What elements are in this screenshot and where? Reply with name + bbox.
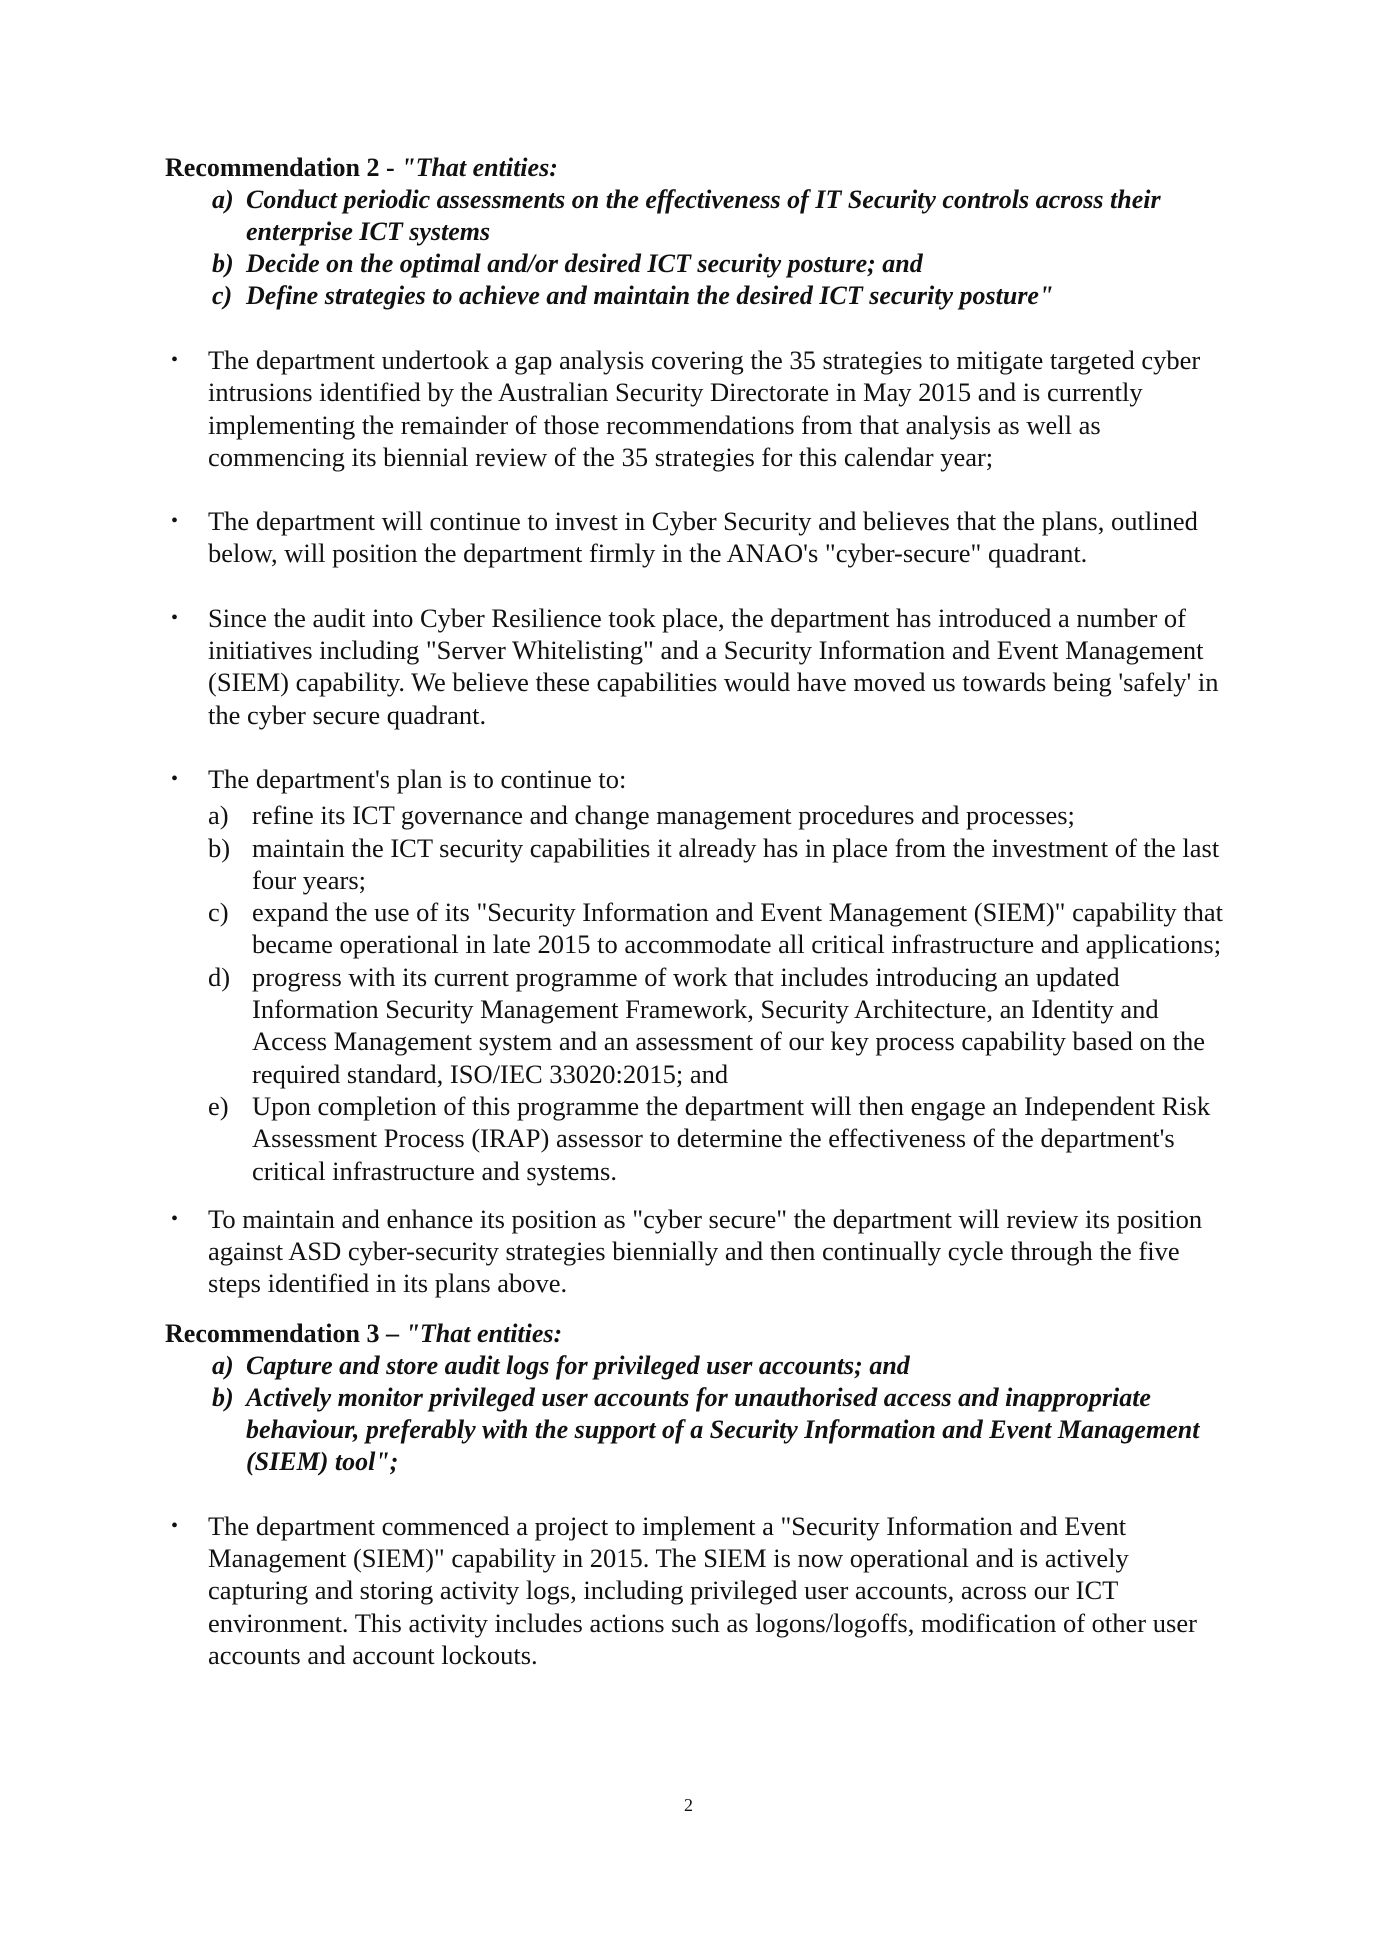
item-text: Capture and store audit logs for privileged user accounts; and [246, 1350, 910, 1380]
recommendation-2-items [165, 184, 1225, 312]
item-text: Actively monitor privileged user accounts for unauthorised access and inappropriate behaviour, preferably with the support of a Security Information and Event Management (SIEM) tool"; [246, 1382, 1200, 1476]
bullet-text: Since the audit into Cyber Resilience took place, the department has introduced a number of initiatives including "Server Whitelisting" and a Security Information and Event Management (SIEM) capability. We believe these capabilities would have moved us towards being 'safely' in the cyber secure quadrant. [208, 602, 1219, 730]
item-text: Define strategies to achieve and maintain the desired ICT security posture" [246, 281, 1054, 310]
recommendation-2-item-a [165, 184, 1225, 248]
plan-items [165, 799, 1225, 1187]
bullet-initiatives [165, 602, 1225, 731]
bullet-siem-project [165, 1510, 1225, 1671]
bullet-icon: • [171, 510, 179, 533]
recommendation-2-title: Recommendation 2 - [165, 153, 402, 182]
bullet-invest-cyber-security [165, 505, 1225, 570]
recommendation-3-items [165, 1350, 1225, 1478]
bullet-icon: • [171, 1207, 179, 1230]
bullet-icon: • [171, 606, 179, 629]
plan-item-a [165, 799, 1225, 831]
bullet-gap-analysis [165, 344, 1225, 473]
bullet-text: The department will continue to invest in Cyber Security and believes that the plans, outlined below, will position the department firmly in the ANAO's "cyber-secure" quadrant. [208, 506, 1198, 569]
recommendation-2-quote-intro: "That entities: [401, 153, 558, 182]
item-text: Decide on the optimal and/or desired ICT security posture; and [246, 249, 923, 278]
item-text: expand the use of its "Security Information and Event Management (SIEM)" capability that became operational in late 2015 to accommodate all critical infrastructure and applications; [252, 897, 1223, 960]
item-text: Conduct periodic assessments on the effectiveness of IT Security controls across their enterprise ICT systems [246, 185, 1161, 246]
plan-item-c [165, 896, 1225, 961]
plan-item-b [165, 832, 1225, 897]
item-marker: b) [212, 249, 234, 278]
bullet-icon: • [171, 767, 179, 790]
bullet-text: To maintain and enhance its position as "cyber secure" the department will review its position against ASD cyber-security strategies biennially and then continually cycle through the five steps identified in its plans above. [208, 1203, 1203, 1299]
item-marker: d) [208, 961, 231, 992]
bullet-maintain-position [165, 1203, 1225, 1300]
recommendation-3-heading [165, 1318, 1225, 1350]
item-text: progress with its current programme of work that includes introducing an updated Information Security Management Framework, Security Architecture, an Identity and Access Management system and an assessment of our key process capability based on the required standard, ISO/IEC 33020:2015; and [252, 961, 1205, 1089]
bullet-text: The department's plan is to continue to: [208, 763, 627, 794]
page-content [165, 152, 1225, 1671]
bullet-department-plan [165, 763, 1225, 795]
bullet-text: The department commenced a project to implement a "Security Information and Event Management (SIEM)" capability in 2015. The SIEM is now operational and is actively capturing and storing activity logs, including privileged user accounts, across our ICT environment. This activity includes actions such as logons/logoffs, modification of other user accounts and account lockouts. [208, 1510, 1197, 1670]
item-text: Upon completion of this programme the department will then engage an Independent Risk Assessment Process (IRAP) assessor to determine the effectiveness of the department's critical infrastructure and systems. [252, 1090, 1211, 1186]
item-marker: a) [208, 800, 229, 831]
page-number: 2 [684, 1795, 693, 1815]
item-text: maintain the ICT security capabilities it already has in place from the investment of the last four years; [252, 832, 1220, 895]
recommendation-3-item-a [165, 1350, 1225, 1382]
bullet-icon: • [171, 349, 179, 371]
item-marker: b) [208, 832, 231, 863]
recommendation-2-heading [165, 152, 1225, 184]
recommendation-3-quote-intro: "That entities: [405, 1318, 563, 1348]
bullet-icon: • [171, 1514, 179, 1537]
recommendation-2-item-b [165, 248, 1225, 280]
item-marker: a) [212, 1350, 234, 1380]
plan-item-e [165, 1090, 1225, 1187]
item-marker: b) [212, 1382, 234, 1412]
item-marker: a) [212, 185, 234, 214]
item-text: refine its ICT governance and change management procedures and processes; [252, 800, 1075, 831]
item-marker: e) [208, 1090, 229, 1121]
recommendation-3-item-b [165, 1382, 1225, 1478]
item-marker: c) [208, 897, 229, 928]
recommendation-3-title: Recommendation 3 – [165, 1318, 406, 1348]
bullet-text: The department undertook a gap analysis covering the 35 strategies to mitigate targeted cyber intrusions identified by the Australian Security Directorate in May 2015 and is currently implementing the remainder of those recommendations from that analysis as well as commencing its biennial review of the 35 strategies for this calendar year; [208, 345, 1201, 472]
recommendation-2-item-c [165, 280, 1225, 312]
plan-item-d [165, 961, 1225, 1090]
item-marker: c) [212, 281, 233, 310]
